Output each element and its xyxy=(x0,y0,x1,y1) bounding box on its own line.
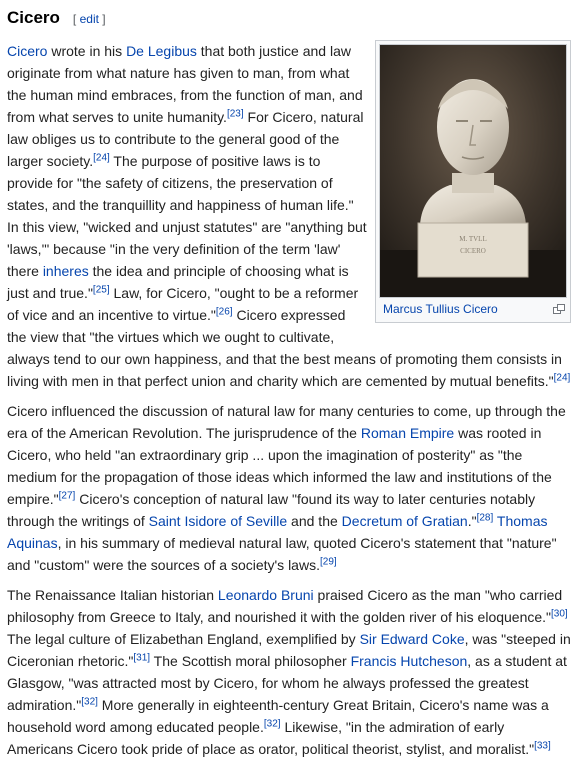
link-thomas-aquinas[interactable]: Thomas Aquinas xyxy=(7,513,548,551)
text: praised Cicero as the man "who carried philosophy from Greece to Italy, and nourished it with the golden river of his eloquence." xyxy=(7,587,563,625)
link-francis-hutcheson[interactable]: Francis Hutcheson xyxy=(350,653,468,669)
text: Cicero's conception of natural law "found its way to later centuries notably through the writings of xyxy=(7,491,536,529)
link-decretum-of-gratian[interactable]: Decretum of Gratian xyxy=(341,513,468,529)
text: Cicero expressed the view that "the virtues which we ought to cultivate, always tend to our own happiness, and that the best means of promoting them consists in living with men in that perfect union and charity which are cemented by mutual benefits." xyxy=(7,307,562,389)
citation-33[interactable]: [33] xyxy=(534,740,551,752)
link-inheres[interactable]: inheres xyxy=(42,263,89,279)
citation-32[interactable]: [32] xyxy=(263,718,281,730)
text: and the xyxy=(287,513,342,529)
text: The legal culture of Elizabethan England, exemplified by xyxy=(7,631,360,647)
text: was rooted in Cicero, who held "an extraordinary grip ... upon the imagination of posterity" as "the medium for the propagation of those ideas which informed the law and institutions of the empire." xyxy=(7,425,552,507)
link-cicero[interactable]: Cicero xyxy=(7,43,48,59)
link-isidore-of-seville[interactable]: Saint Isidore of Seville xyxy=(148,513,288,529)
citation-31[interactable]: [31] xyxy=(133,652,151,664)
edit-bracket-open: [ xyxy=(72,12,80,26)
image-thumbnail xyxy=(375,40,571,323)
citation-27[interactable]: [27] xyxy=(58,490,76,502)
text: Likewise, "in the admiration of early Americans Cicero took pride of place as orator, political theorist, stylist, and moralist." xyxy=(7,719,535,757)
caption-link[interactable]: Marcus Tullius Cicero xyxy=(383,302,498,316)
text: , as a student at Glasgow, "was attracted most by Cicero, for whom he always professed the greatest admiration." xyxy=(7,653,567,713)
text: The purpose of positive laws is to provide for "the safety of citizens, the preservation of states, and the tranquillity and happiness of human life." In this view, "wicked and unjust statutes" are "anything but 'laws,'" because "in the very definition of the term 'law' there xyxy=(7,153,367,279)
text: The Scottish moral philosopher xyxy=(150,653,351,669)
text: the idea and principle of choosing what is just and true." xyxy=(7,263,349,301)
link-roman-empire[interactable]: Roman Empire xyxy=(360,425,455,441)
text: that both justice and law originate from what nature has given to man, from what the human mind embraces, from the function of man, and from what serves to unite humanity. xyxy=(7,43,363,125)
cicero-bust-image[interactable] xyxy=(379,44,567,298)
inscription-line-2: CICERO xyxy=(460,247,486,255)
edit-link[interactable]: edit xyxy=(79,12,99,26)
text: For Cicero, natural law obliges us to contribute to the general good of the larger society. xyxy=(7,109,364,169)
citation-25[interactable]: [25] xyxy=(92,284,110,296)
section-title: Cicero xyxy=(7,8,60,27)
text: Cicero influenced the discussion of natural law for many centuries to come, up through the era of the American Revolution. The jurisprudence of the xyxy=(7,403,566,441)
citation-24[interactable]: [24] xyxy=(553,372,571,384)
citation-23[interactable]: [23] xyxy=(226,108,244,120)
text: , was "steeped in Ciceronian rhetoric." xyxy=(7,631,571,669)
edit-section xyxy=(73,8,106,30)
text: More generally in eighteenth-century Great Britain, Cicero's name was a household word among educated people. xyxy=(7,697,549,735)
inscription-line-1: M. TVLL xyxy=(459,235,487,243)
citation-29[interactable]: [29] xyxy=(319,556,337,568)
image-caption xyxy=(379,298,567,319)
text: , in his summary of medieval natural law, quoted Cicero's statement that "nature" and "custom" were the sources of a society's laws. xyxy=(7,535,557,573)
citation-30[interactable]: [30] xyxy=(551,608,568,620)
section-heading xyxy=(7,6,572,30)
citation-24[interactable]: [24] xyxy=(93,152,110,164)
text: Law, for Cicero, "ought to be a reformer of vice and an incentive to virtue." xyxy=(7,285,359,323)
paragraph-3 xyxy=(7,584,572,760)
enlarge-icon[interactable] xyxy=(553,304,565,314)
link-de-legibus[interactable]: De Legibus xyxy=(126,43,197,59)
text: wrote in his xyxy=(47,43,127,59)
link-leonardo-bruni[interactable]: Leonardo Bruni xyxy=(217,587,314,603)
text: The Renaissance Italian historian xyxy=(7,587,218,603)
paragraph-2 xyxy=(7,400,572,576)
citation-28[interactable]: [28] xyxy=(476,512,494,524)
citation-26[interactable]: [26] xyxy=(215,306,233,318)
citation-32[interactable]: [32] xyxy=(81,696,98,708)
text: ." xyxy=(467,513,477,529)
link-edward-coke[interactable]: Sir Edward Coke xyxy=(359,631,465,647)
edit-bracket-close: ] xyxy=(98,12,106,26)
